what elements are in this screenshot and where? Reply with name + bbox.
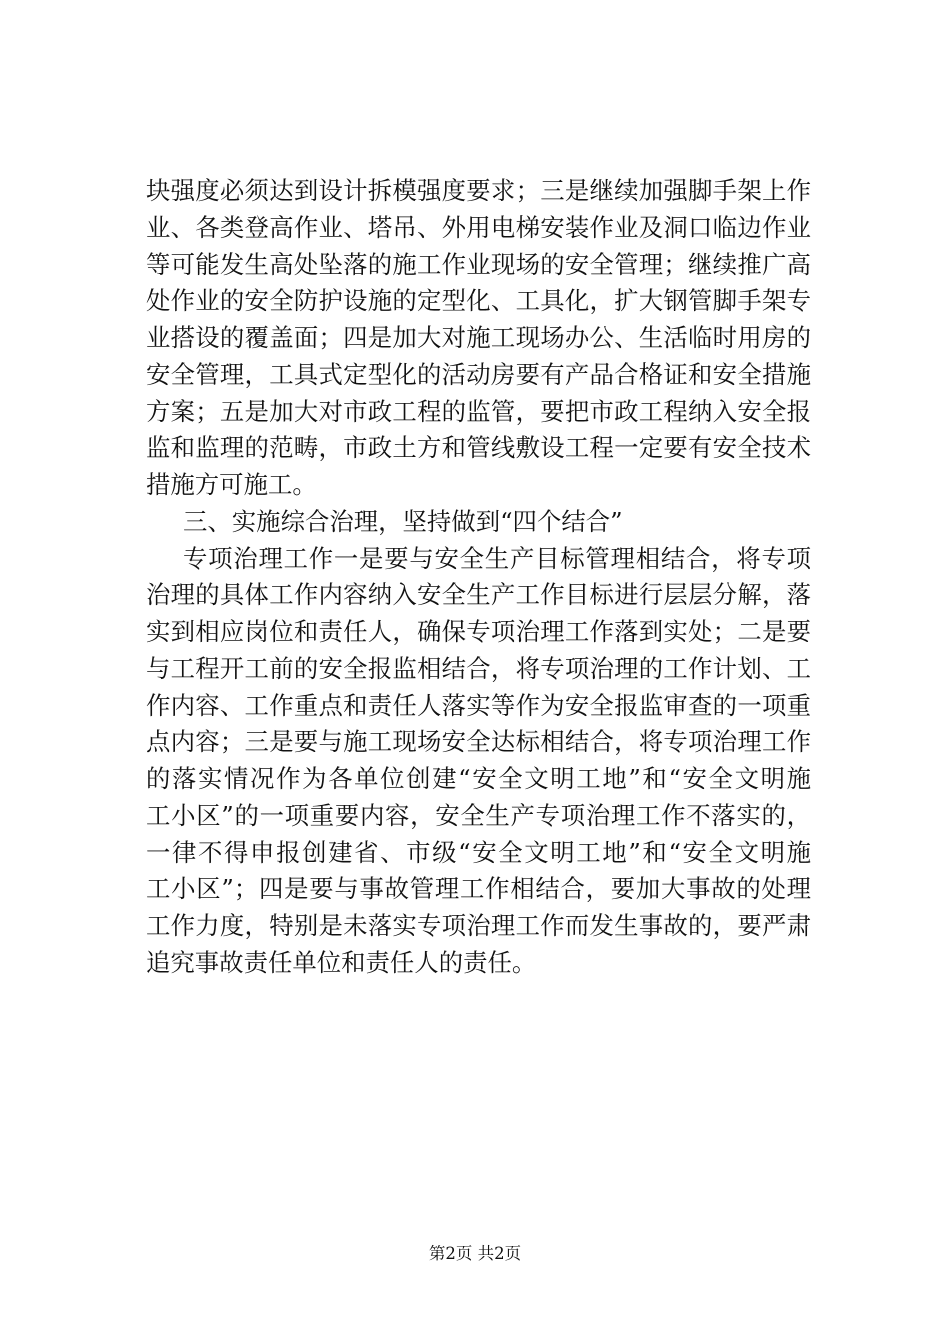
text-line: 处作业的安全防护设施的定型化、工具化，扩大钢管脚手架专	[146, 286, 811, 316]
text-line: 方案；五是加大对市政工程的监管，要把市政工程纳入安全报	[146, 396, 811, 426]
text-line: 等可能发生高处坠落的施工作业现场的安全管理；继续推广高	[146, 249, 811, 279]
text-line: 点内容；三是要与施工现场安全达标相结合，将专项治理工作	[146, 727, 811, 757]
text-line: 专项治理工作一是要与安全生产目标管理相结合，将专项	[183, 543, 811, 573]
text-line: 工作力度，特别是未落实专项治理工作而发生事故的，要严肃	[146, 911, 811, 940]
text-line: 块强度必须达到设计拆模强度要求；三是继续加强脚手架上作	[146, 176, 811, 205]
text-line: 作内容、工作重点和责任人落实等作为安全报监审查的一项重	[146, 690, 811, 720]
page-number-footer: 第2页 共2页	[428, 1244, 522, 1263]
text-line: 业搭设的覆盖面；四是加大对施工现场办公、生活临时用房的	[146, 323, 811, 352]
text-line: 治理的具体工作内容纳入安全生产工作目标进行层层分解，落	[146, 580, 811, 610]
text-line: 实到相应岗位和责任人，确保专项治理工作落到实处；二是要	[146, 617, 811, 646]
text-line: 工小区”；四是要与事故管理工作相结合，要加大事故的处理	[146, 874, 811, 904]
text-line: 一律不得申报创建省、市级“安全文明工地”和“安全文明施	[146, 837, 811, 867]
text-line: 追究事故责任单位和责任人的责任。	[146, 947, 537, 977]
document-body	[146, 173, 811, 982]
text-line: 措施方可施工。	[146, 470, 317, 499]
text-line: 安全管理，工具式定型化的活动房要有产品合格证和安全措施	[146, 359, 811, 389]
text-line: 业、各类登高作业、塔吊、外用电梯安装作业及洞口临边作业	[146, 212, 811, 242]
text-line: 的落实情况作为各单位创建“安全文明工地”和“安全文明施	[146, 764, 811, 793]
section-heading: 三、实施综合治理，坚持做到“四个结合”	[183, 506, 623, 536]
text-line: 工小区”的一项重要内容，安全生产专项治理工作不落实的，	[146, 800, 811, 830]
text-line: 与工程开工前的安全报监相结合，将专项治理的工作计划、工	[146, 653, 811, 683]
text-line: 监和监理的范畴，市政土方和管线敷设工程一定要有安全技术	[146, 433, 811, 463]
